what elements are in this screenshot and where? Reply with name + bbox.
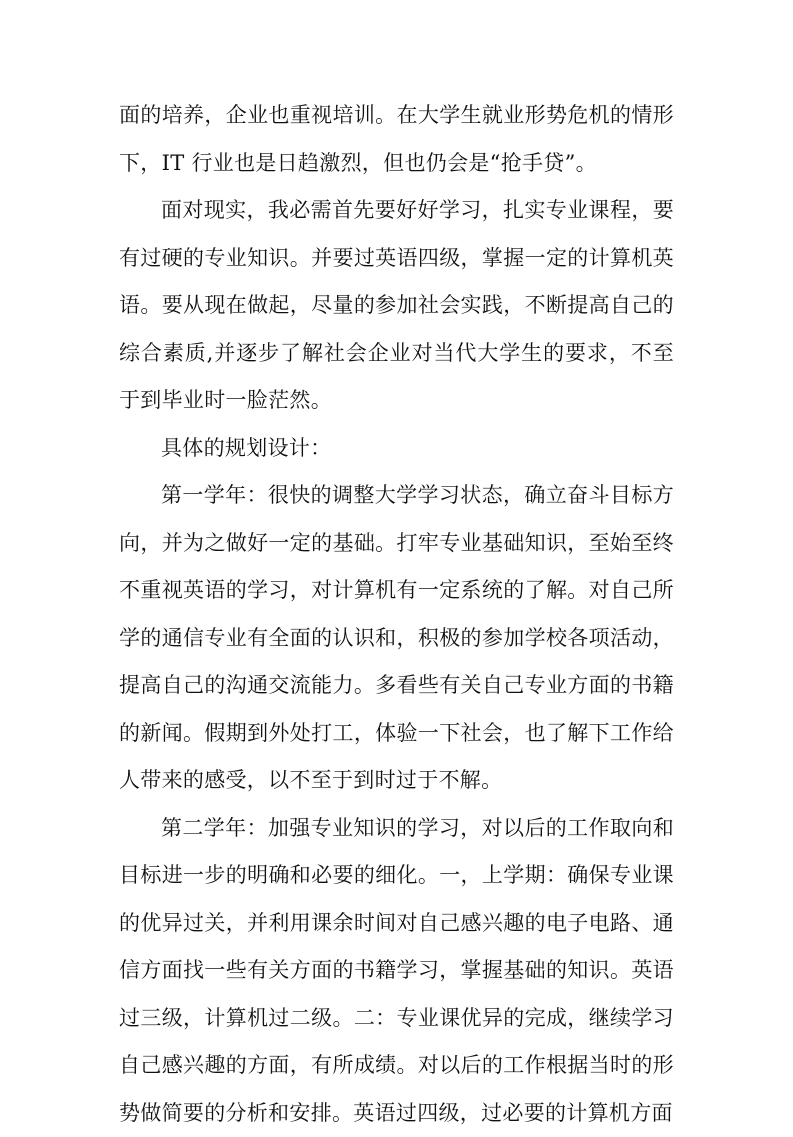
paragraph-second-year: 第二学年：加强专业知识的学习，对以后的工作取向和目标进一步的明确和必要的细化。一，上学期：确保专业课的优异过关，并利用课余时间对自己感兴趣的电子电路、通信方面找一些有关方面的书籍学习，掌握基础的知识。英语过三级，计算机过二级。二：专业课优异的完成，继续学习自己感兴趣的方面，有所成绩。对以后的工作根据当时的形势做简要的分析和安排。英语过四级，过必要的计算机方面 bbox=[119, 805, 674, 1137]
paragraph-first-year: 第一学年：很快的调整大学学习状态，确立奋斗目标方向，并为之做好一定的基础。打牢专业基础知识，至始至终不重视英语的学习，对计算机有一定系统的了解。对自己所学的通信专业有全面的认识和，积极的参加学校各项活动，提高自己的沟通交流能力。多看些有关自己专业方面的书籍的新闻。假期到外处打工，体验一下社会，也了解下工作给人带来的感受，以不至于到时过于不解。 bbox=[119, 472, 674, 805]
paragraph-continuation: 面的培养，企业也重视培训。在大学生就业形势危机的情形下，IT 行业也是日趋激烈，但也仍会是“抢手贷”。 bbox=[119, 92, 674, 187]
document-page bbox=[119, 92, 674, 1137]
paragraph-plan-heading: 具体的规划设计： bbox=[119, 425, 674, 473]
paragraph-facing-reality: 面对现实，我必需首先要好好学习，扎实专业课程，要有过硬的专业知识。并要过英语四级，掌握一定的计算机英语。要从现在做起，尽量的参加社会实践，不断提高自己的综合素质,并逐步了解社会企业对当代大学生的要求，不至于到毕业时一脸茫然。 bbox=[119, 187, 674, 425]
